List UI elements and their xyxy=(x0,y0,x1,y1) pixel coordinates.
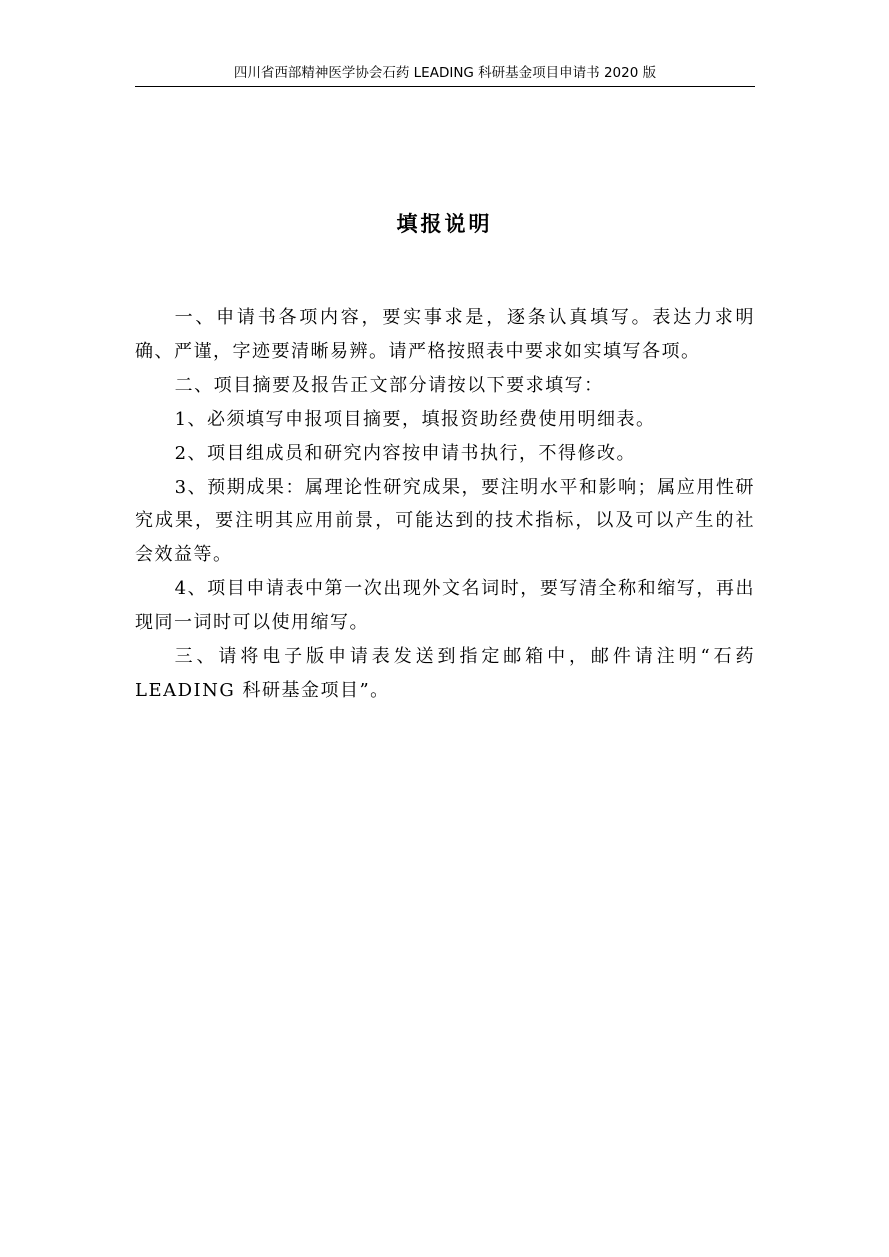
paragraph-2: 二、项目摘要及报告正文部分请按以下要求填写： xyxy=(174,374,604,396)
paragraph-7: 三、请将电子版申请表发送到指定邮箱中，邮件请注明“石药 LEADING 科研基金项目”。 xyxy=(135,646,755,701)
paragraph-3: 1、必须填写申报项目摘要，填报资助经费使用明细表。 xyxy=(174,408,656,430)
document-title: 填报说明 xyxy=(396,211,493,236)
paragraph-4: 2、项目组成员和研究内容按申请书执行，不得修改。 xyxy=(174,442,637,464)
page-header xyxy=(135,63,755,87)
paragraph-1: 一、申请书各项内容，要实事求是，逐条认真填写。表达力求明确、严谨，字迹要清晰易辨。请严格按照表中要求如实填写各项。 xyxy=(135,307,755,362)
paragraph-6: 4、项目申请表中第一次出现外文名词时，要写清全称和缩写，再出现同一词时可以使用缩写。 xyxy=(135,578,755,634)
paragraph-5: 3、预期成果：属理论性研究成果，要注明水平和影响；属应用性研究成果，要注明其应用前景，可能达到的技术指标，以及可以产生的社会效益等。 xyxy=(135,476,755,566)
instructions-body xyxy=(135,301,755,708)
page-header-text: 四川省西部精神医学协会石药 LEADING 科研基金项目申请书 2020 版 xyxy=(233,65,657,81)
